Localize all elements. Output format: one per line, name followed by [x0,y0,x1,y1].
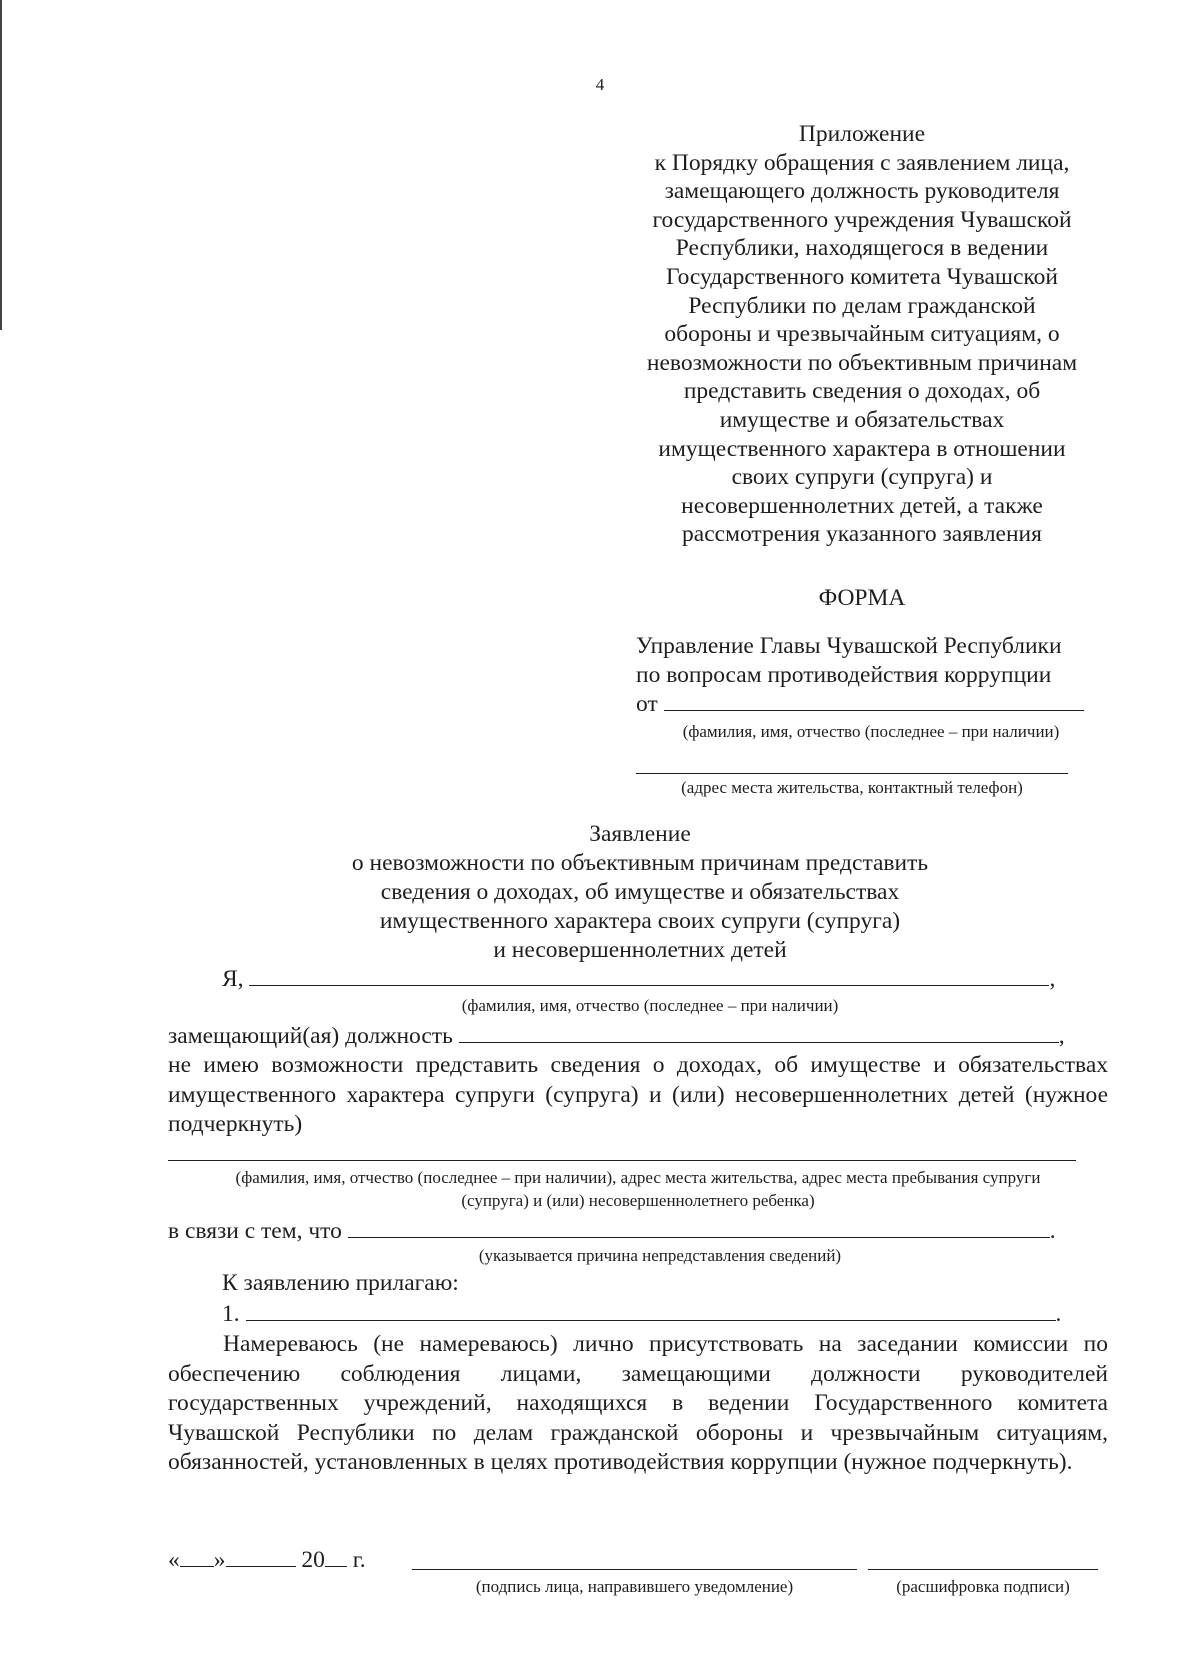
statement-subtitle-line: и несовершеннолетних детей [493,937,787,963]
addressee-line-1: Управление Главы Чувашской Республики [636,633,1062,659]
appendix-line: рассмотрения указанного заявления [682,521,1042,548]
date-month-field[interactable] [226,1546,296,1567]
appendix-line: представить сведения о доходах, об [683,378,1041,405]
from-name-field[interactable] [664,690,1084,711]
appendix-line: Республики по делам гражданской [688,292,1036,319]
applicant-name-field[interactable] [249,965,1049,986]
applicant-prefix: Я, [222,966,244,992]
family-info-caption-2: (супруга) и (или) несовершеннолетнего ребенка) [461,1191,815,1210]
applicant-line [222,965,1055,993]
addressee-line-2: по вопросам противодействия коррупции [636,662,1052,688]
appendix-line: государственного учреждения Чувашской [652,206,1072,233]
position-line [168,1022,1065,1050]
appendix-line: обороны и чрезвычайным ситуациям, о [664,321,1060,348]
signature-row [168,1546,366,1574]
signature-caption: (подпись лица, направившего уведомление) [475,1577,794,1596]
scan-margin-line [0,0,2,330]
attachment-item-field[interactable] [246,1300,1056,1321]
date-year-field[interactable] [325,1546,347,1567]
date-quote-open: « [168,1547,180,1573]
appendix-line: имущественного характера в отношении [658,435,1066,462]
date-year-prefix: 20 [301,1547,325,1573]
addressee-block [636,632,1106,719]
statement-subtitle-line: о невозможности по объективным причинам представить [351,850,929,876]
date-quote-close: » [213,1547,226,1573]
reason-caption: (указывается причина непредставления сведений) [478,1246,842,1265]
appendix-line: несовершеннолетних детей, а также [681,492,1043,519]
attachments-label: К заявлению прилагаю: [222,1270,459,1296]
date-day-field[interactable] [180,1546,214,1567]
appendix-line: невозможности по объективным причинам [646,349,1078,376]
statement-body: не имею возможности представить сведения о доходах, об имуществе и обязательствах имущественного характера супруги (супруга) и (или) несовершеннолетних детей (нужное подчеркнуть) [168,1052,1108,1137]
family-info-field[interactable] [168,1160,1076,1161]
family-info-caption-1: (фамилия, имя, отчество (последнее – при наличии), адрес места жительства, адрес места пребывания супруги [235,1168,1041,1187]
from-name-caption: (фамилия, имя, отчество (последнее – при наличии) [682,722,1060,741]
appendix-title: Приложение [798,121,926,147]
applicant-name-caption: (фамилия, имя, отчество (последнее – при наличии) [461,996,839,1015]
form-label: ФОРМА [818,585,906,611]
appendix-line: к Порядку обращения с заявлением лица, [654,149,1070,176]
reason-prefix: в связи с тем, что [168,1218,342,1244]
attachment-item-line [222,1300,1061,1328]
from-line [636,690,1106,719]
position-field[interactable] [459,1022,1059,1043]
statement-subtitle-line: имущественного характера своих супруги (супруга) [379,908,901,934]
appendix-line: своих супруги (супруга) и [731,464,993,491]
attachment-item-number: 1. [222,1301,240,1327]
appendix-line: Государственного комитета Чувашской [666,263,1058,290]
statement-title: Заявление [589,821,691,847]
statement-subtitle-line: сведения о доходах, об имуществе и обязательствах [380,879,900,905]
attendance-intent: Намереваюсь (не намереваюсь) лично присутствовать на заседании комиссии по обеспечению соблюдения лицами, замещающими должности руководителей государственных учреждений, находящихся в ведении Государственного комитета Чувашской Республики по делам гражданской обороны и чрезвычайным ситуациям, обязанностей, установленных в целях противодействия коррупции (нужное подчеркнуть). [168,1331,1108,1475]
attachment-item-suffix: . [1055,1301,1062,1327]
appendix-line: замещающего должность руководителя [664,178,1060,205]
appendix-line: имуществе и обязательствах [719,406,1005,433]
position-suffix: , [1058,1023,1065,1049]
date-year-suffix: г. [352,1547,366,1573]
signature-field[interactable] [412,1569,857,1570]
address-field[interactable] [636,773,1068,774]
appendix-line: Республики, находящегося в ведении [675,235,1049,262]
reason-suffix: . [1049,1218,1056,1244]
signature-decoding-caption: (расшифровка подписи) [896,1577,1070,1596]
statement-title-block [300,820,980,965]
applicant-suffix: , [1049,966,1056,992]
position-prefix: замещающий(ая) должность [168,1023,453,1049]
reason-field[interactable] [348,1217,1050,1238]
appendix-block [622,120,1102,549]
reason-line [168,1217,1056,1245]
signature-decoding-field[interactable] [868,1569,1098,1570]
from-prefix: от [636,691,658,717]
page-number: 4 [595,75,605,94]
address-caption: (адрес места жительства, контактный телефон) [681,778,1023,797]
